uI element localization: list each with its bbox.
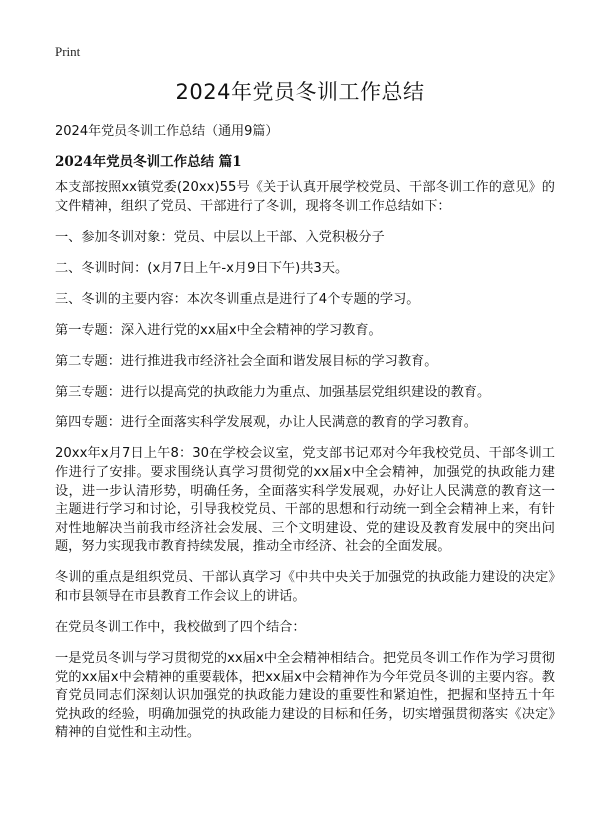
- article-body: [55, 179, 555, 755]
- paragraph: 20xx年x月7日上午8：30在学校会议室，党支部书记邓对今年我校党员、干部冬训工作进行了安排。要求围绕认真学习贯彻党的xx届x中全会精神，加强党的执政能力建设，进一步认清形势，明确任务，全面落实科学发展观，办好让人民满意的教育这一主题进行学习和讨论，引导我校党员、干部的思想和行动统一到全会精神上来，有针对性地解决当前我市经济社会发展、三个文明建设、党的建设及教育发展中的突出问题，努力实现我市教育持续发展，推动全市经济、社会的全面发展。: [55, 446, 555, 555]
- paragraph: 冬训的重点是组织党员、干部认真学习《中共中央关于加强党的执政能力建设的决定》和市县领导在市县教育工作会议上的讲话。: [55, 570, 555, 605]
- paragraph: 在党员冬训工作中，我校做到了四个结合：: [55, 620, 306, 635]
- section-heading: 2024年党员冬训工作总结 篇1: [55, 154, 242, 170]
- paragraph: 本支部按照xx镇党委(20xx)55号《关于认真开展学校党员、干部冬训工作的意见》的文件精神，组织了党员、干部进行了冬训，现将冬训工作总结如下：: [55, 180, 555, 214]
- paragraph: 第三专题：进行以提高党的执政能力为重点、加强基层党组织建设的教育。: [55, 384, 491, 400]
- print-link[interactable]: Print: [55, 44, 81, 59]
- paragraph: 第一专题：深入进行党的xx届x中全会精神的学习教育。: [55, 322, 382, 338]
- paragraph: 一是党员冬训与学习贯彻党的xx届x中全会精神相结合。把党员冬训工作作为学习贯彻党的xx届x中会精神的重要载体，把xx届x中会精神作为今年党员冬训的主要内容。教育党员同志们深刻认识加强党的执政能力建设的重要性和紧迫性，把握和坚持五十年党执政的经验，明确加强党的执政能力建设的目标和任务，切实增强贯彻落实《决定》精神的自觉性和主动性。: [55, 650, 555, 741]
- page-title: 2024年党员冬训工作总结: [175, 80, 425, 104]
- paragraph: 二、冬训时间：(x月7日上午-x月9日下午)共3天。: [55, 260, 349, 276]
- paragraph: 第四专题：进行全面落实科学发展观，办让人民满意的教育的学习教育。: [55, 415, 477, 431]
- paragraph: 一、参加冬训对象：党员、中层以上干部、入党积极分子: [55, 229, 385, 245]
- paragraph: 三、冬训的主要内容：本次冬训重点是进行了4个专题的学习。: [55, 291, 420, 307]
- document-subtitle: 2024年党员冬训工作总结（通用9篇）: [55, 124, 279, 139]
- paragraph: 第二专题：进行推进我市经济社会全面和谐发展目标的学习教育。: [55, 353, 438, 369]
